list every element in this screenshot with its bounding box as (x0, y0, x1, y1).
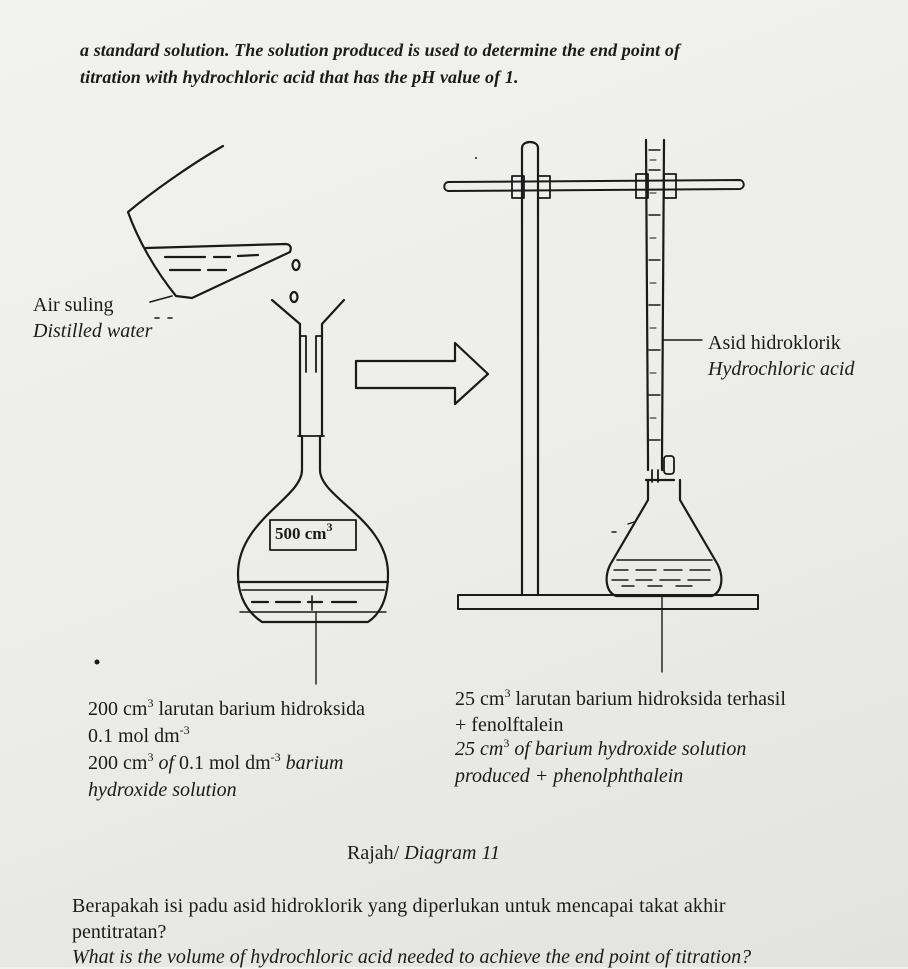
right-caption-line-4: produced + phenolphthalein (455, 765, 684, 787)
conical-flask (607, 480, 722, 672)
left-caption-3d: barium (280, 752, 344, 774)
flask-volume-text: 500 cm (275, 524, 327, 543)
label-hydrochloric-acid-ms: Asid hidroklorik (708, 332, 841, 354)
flask-volume-sup: 3 (326, 520, 333, 534)
question-ms-line-1: Berapakah isi padu asid hidroklorik yang diperlukan untuk mencapai takat akhir (72, 895, 726, 917)
left-caption-line-1 (88, 698, 365, 721)
left-caption-1a: 200 cm (88, 698, 148, 720)
right-caption-3a: 25 cm (455, 738, 504, 760)
label-distilled-water-en: Distilled water (33, 320, 153, 342)
water-drops (155, 260, 300, 318)
left-caption-2a: 0.1 mol dm (88, 725, 180, 747)
left-caption-line-2 (88, 725, 190, 748)
process-arrow (356, 343, 488, 404)
question-en-line: What is the volume of hydrochloric acid needed to achieve the end point of titration? (72, 946, 752, 968)
right-caption-3b: of barium hydroxide solution (509, 738, 747, 760)
volumetric-flask (238, 300, 388, 684)
label-distilled-water-ms: Air suling (33, 294, 114, 316)
right-caption-1a: 25 cm (455, 688, 505, 710)
left-caption-3c: 0.1 mol dm (179, 752, 271, 774)
right-caption-3sup: 3 (503, 736, 510, 750)
flask-volume-mark (275, 520, 333, 544)
left-caption-3a: 200 cm (88, 752, 148, 774)
left-caption-3sup1: 3 (147, 750, 154, 764)
left-caption-1sup: 3 (147, 696, 154, 710)
left-caption-3sup2: -3 (270, 750, 281, 764)
pouring-beaker (128, 146, 291, 302)
burette (646, 140, 702, 482)
question-ms-line-2: pentitratan? (72, 921, 167, 943)
left-caption-line-4: hydroxide solution (88, 779, 237, 801)
label-hydrochloric-acid-en: Hydrochloric acid (708, 358, 855, 380)
left-caption-3b: of (153, 752, 179, 774)
diagram-caption-ms: Rajah/ (347, 842, 405, 864)
left-caption-1b: larutan barium hidroksida (153, 698, 366, 720)
right-caption-line-2: + fenolftalein (455, 714, 564, 736)
right-caption-1b: larutan barium hidroksida terhasil (510, 688, 786, 710)
right-caption-line-3 (455, 738, 746, 761)
right-caption-1sup: 3 (504, 686, 511, 700)
left-caption-line-3 (88, 752, 343, 775)
left-caption-2sup: -3 (179, 723, 190, 737)
diagram-caption (347, 842, 500, 865)
intro-line-2: titration with hydrochloric acid that has the pH value of 1. (80, 67, 519, 87)
right-caption-line-1 (455, 688, 786, 711)
intro-line-1: a standard solution. The solution produced is used to determine the end point of (80, 40, 681, 60)
diagram-caption-en: Diagram 11 (404, 842, 500, 864)
